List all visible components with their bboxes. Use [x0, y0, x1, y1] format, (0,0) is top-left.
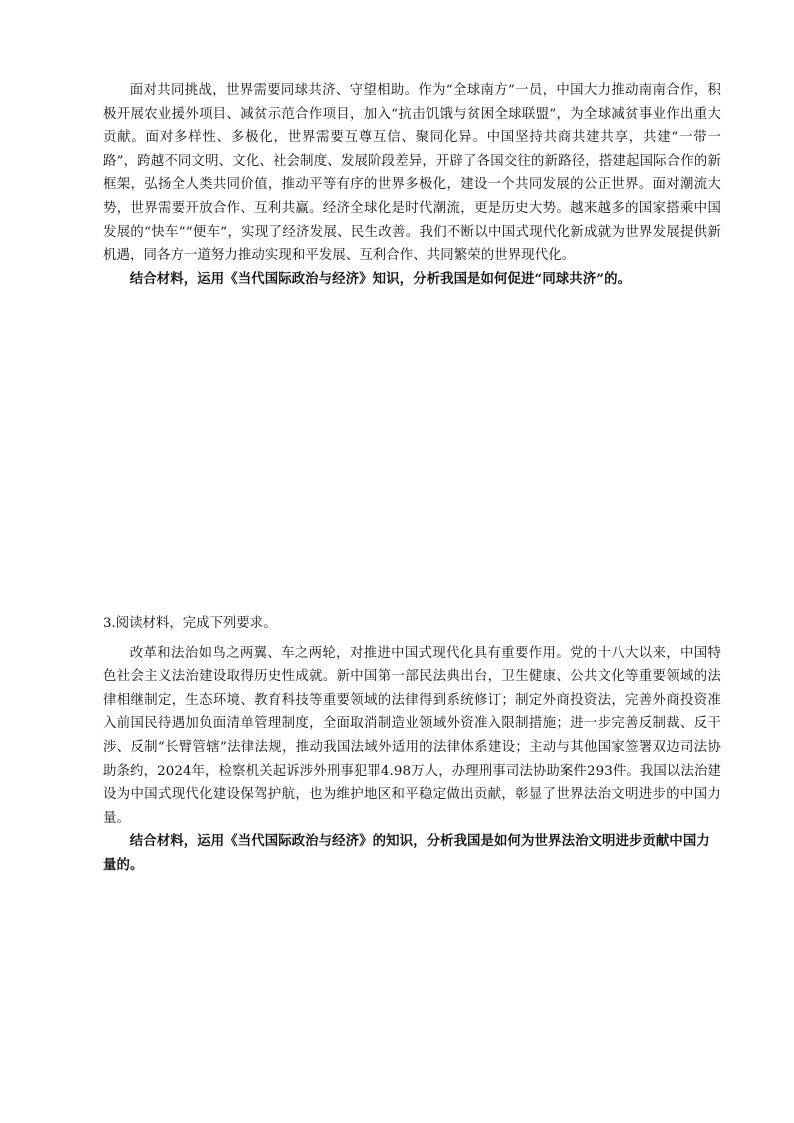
- material-paragraph: 面对共同挑战，世界需要同球共济、守望相助。作为“全球南方”一员，中国大力推动南南合作，积极开展农业援外项目、减贫示范合作项目，加入“抗击饥饿与贫困全球联盟”，为全球减贫事业作出重大贡献。面对多样性、多极化，世界需要互尊互信、聚同化异。中国坚持共商共建共享，共建“一带一路”，跨越不同文明、文化、社会制度、发展阶段差异，开辟了各国交往的新路径，搭建起国际合作的新框架，弘扬全人类共同价值，推动平等有序的世界多极化，建设一个共同发展的公正世界。面对潮流大势，世界需要开放合作、互利共赢。经济全球化是时代潮流，更是历史大势。越来越多的国家搭乘中国发展的“快车”“便车”，实现了经济发展、民生改善。我们不断以中国式现代化新成就为世界发展提供新机遇，同各方一道努力推动实现和平发展、互利合作、共同繁荣的世界现代化。: [103, 83, 721, 264]
- material-section-2: [103, 79, 721, 291]
- question-title: 3.阅读材料，完成下列要求。: [103, 616, 277, 631]
- material-paragraph: 改革和法治如鸟之两翼、车之两轮，对推进中国式现代化具有重要作用。党的十八大以来，中国特色社会主义法治建设取得历史性成就。新中国第一部民法典出台，卫生健康、公共文化等重要领域的法律相继制定，生态环境、教育科技等重要领域的法律得到系统修订；制定外商投资法，完善外商投资准入前国民待遇加负面清单管理制度，全面取消制造业领域外资准入限制措施；进一步完善反制裁、反干涉、反制“长臂管辖”法律法规，推动我国法域外适用的法律体系建设；主动与其他国家签署双边司法协助条约，2024年，检察机关起诉涉外刑事犯罪4.98万人，办理刑事司法协助案件293件。我国以法治建设为中国式现代化建设保驾护航，也为维护地区和平稳定做出贡献，彰显了世界法治文明进步的中国力量。: [103, 645, 721, 826]
- question-text: 结合材料，运用《当代国际政治与经济》的知识，分析我国是如何为世界法治文明进步贡献中国力量的。: [103, 833, 710, 873]
- material-section-3: [103, 612, 721, 878]
- question-text: 结合材料，运用《当代国际政治与经济》知识，分析我国是如何促进“同球共济”的。: [129, 270, 632, 287]
